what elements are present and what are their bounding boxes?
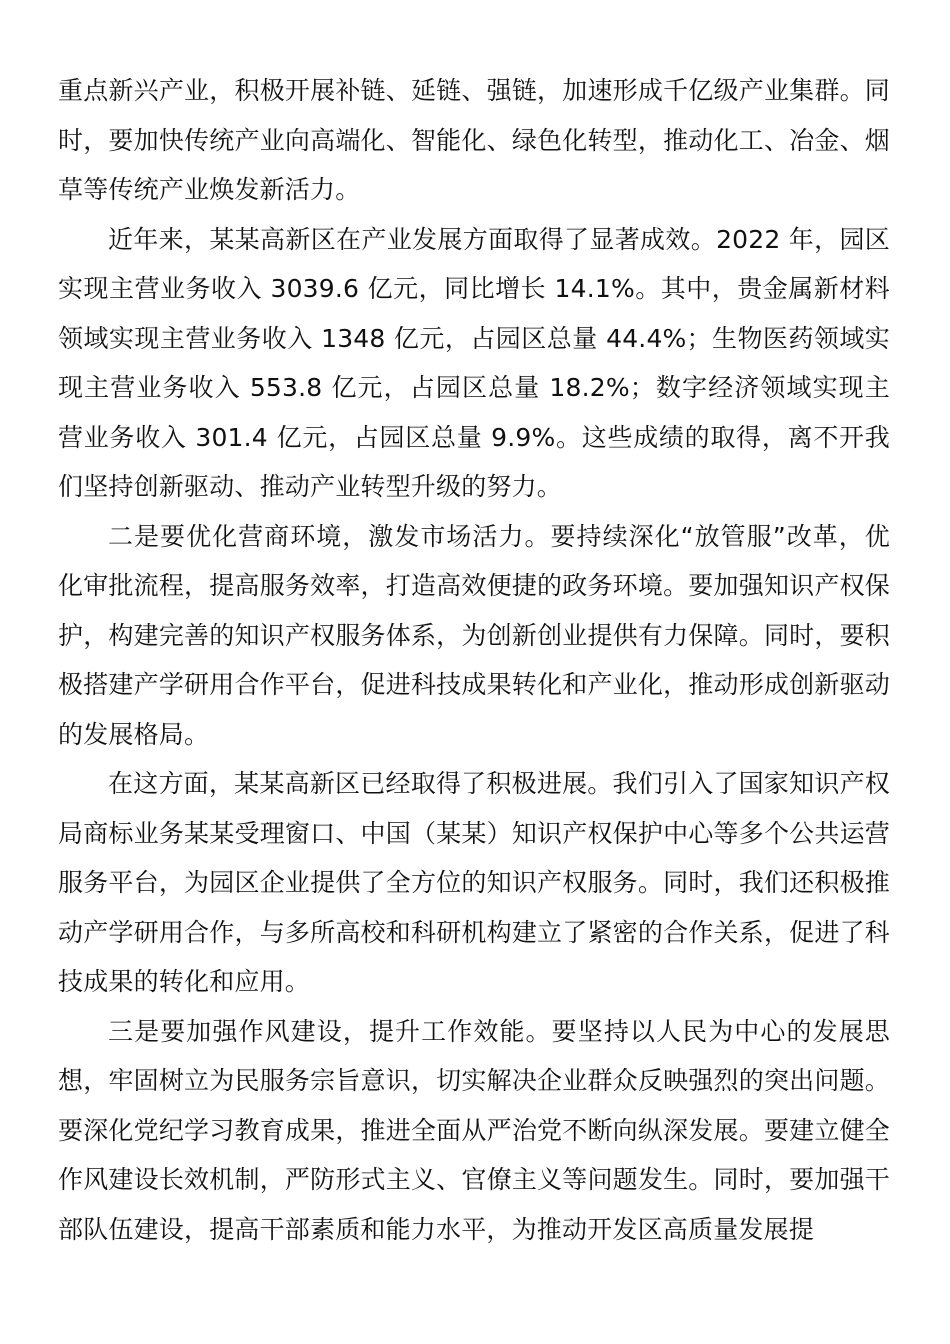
document-body: [58, 66, 890, 1254]
paragraph-industry-results: 近年来，某某高新区在产业发展方面取得了显著成效。2022 年，园区实现主营业务收入 3039.6 亿元，同比增长 14.1%。其中，贵金属新材料领域实现主营业务收入 1348 亿元，占园区总量 44.4%；生物医药领域实现主营业务收入 553.8 亿元，占园区总量 18.2%；数字经济领域实现主营业务收入 301.4 亿元，占园区总量 9.9%。这些成绩的取得，离不开我们坚持创新驱动、推动产业转型升级的努力。: [58, 224, 890, 501]
paragraph-industry-clusters: 重点新兴产业，积极开展补链、延链、强链，加速形成千亿级产业集群。同时，要加快传统产业向高端化、智能化、绿色化转型，推动化工、冶金、烟草等传统产业焕发新活力。: [58, 76, 890, 204]
paragraph-work-style: 三是要加强作风建设，提升工作效能。要坚持以人民为中心的发展思想，牢固树立为民服务宗旨意识，切实解决企业群众反映强烈的突出问题。要深化党纪学习教育成果，推进全面从严治党不断向纵深发展。要建立健全作风建设长效机制，严防形式主义、官僚主义等问题发生。同时，要加强干部队伍建设，提高干部素质和能力水平，为推动开发区高质量发展提: [58, 1016, 890, 1244]
paragraph-business-environment: 二是要优化营商环境，激发市场活力。要持续深化“放管服”改革，优化审批流程，提高服务效率，打造高效便捷的政务环境。要加强知识产权保护，构建完善的知识产权服务体系，为创新创业提供有力保障。同时，要积极搭建产学研用合作平台，促进科技成果转化和产业化，推动形成创新驱动的发展格局。: [58, 521, 890, 749]
paragraph-ip-progress: 在这方面，某某高新区已经取得了积极进展。我们引入了国家知识产权局商标业务某某受理窗口、中国（某某）知识产权保护中心等多个公共运营服务平台，为园区企业提供了全方位的知识产权服务。同时，我们还积极推动产学研用合作，与多所高校和科研机构建立了紧密的合作关系，促进了科技成果的转化和应用。: [58, 769, 890, 996]
